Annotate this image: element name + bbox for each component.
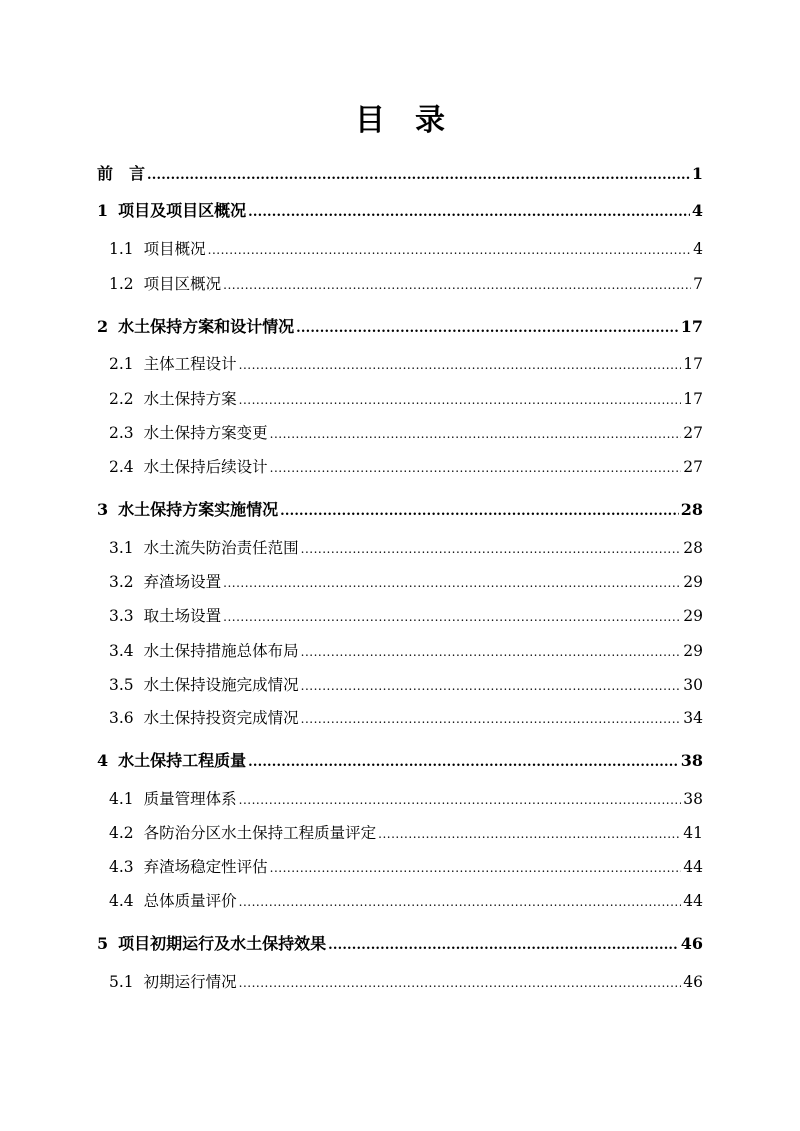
toc-entry-page: 38 <box>683 790 703 808</box>
toc-entry-page: 1 <box>691 164 703 183</box>
toc-entry-number: 4.1 <box>109 790 134 808</box>
toc-entry-number: 3.5 <box>109 676 134 694</box>
toc-entry-label: 水土保持工程质量 <box>118 751 247 770</box>
toc-entry-label: 初期运行情况 <box>143 973 237 991</box>
dot-leader <box>301 640 682 664</box>
dot-leader <box>301 537 682 561</box>
toc-entry-page: 30 <box>683 676 703 694</box>
toc-entry-number: 4.2 <box>109 824 134 842</box>
toc-entry-label: 取土场设置 <box>143 607 222 625</box>
toc-entry-number: 1 <box>97 201 109 220</box>
toc-chapter-entry[interactable] <box>97 315 703 339</box>
toc-entry-page: 17 <box>683 390 703 408</box>
dot-leader <box>378 822 681 846</box>
dot-leader <box>301 707 682 731</box>
toc-entry-page: 34 <box>683 709 703 727</box>
toc-section-entry[interactable] <box>109 352 703 376</box>
toc-entry-page: 46 <box>680 934 703 953</box>
toc-entry-label: 各防治分区水土保持工程质量评定 <box>143 824 377 842</box>
toc-section-entry[interactable] <box>109 272 703 296</box>
toc-entry-page: 7 <box>693 275 703 293</box>
toc-section-entry[interactable] <box>109 536 703 560</box>
toc-entry-label: 项目概况 <box>143 240 206 258</box>
toc-entry-number: 2 <box>97 317 109 336</box>
dot-leader <box>223 605 681 629</box>
toc-entry-page: 27 <box>683 424 703 442</box>
dot-leader <box>301 674 682 698</box>
dot-leader <box>223 571 681 595</box>
dot-leader <box>239 788 682 812</box>
dot-leader <box>296 317 679 341</box>
toc-entry-label: 水土保持措施总体布局 <box>143 642 299 660</box>
toc-entry-label: 质量管理体系 <box>143 790 237 808</box>
toc-section-entry[interactable] <box>109 706 703 730</box>
toc-entry-page: 29 <box>683 607 703 625</box>
toc-entry-label: 水土保持设施完成情况 <box>143 676 299 694</box>
toc-section-entry[interactable] <box>109 237 703 261</box>
dot-leader <box>208 238 691 262</box>
title-char-left: 目 <box>355 103 385 138</box>
toc-entry-label: 项目区概况 <box>143 275 222 293</box>
toc-entry-page: 29 <box>683 573 703 591</box>
toc-entry-number: 2.2 <box>109 390 134 408</box>
toc-entry-number: 1.2 <box>109 275 134 293</box>
toc-entry-number: 5 <box>97 934 109 953</box>
toc-section-entry[interactable] <box>109 821 703 845</box>
toc-section-entry[interactable] <box>109 421 703 445</box>
dot-leader <box>280 500 679 524</box>
toc-entry-number: 2.3 <box>109 424 134 442</box>
dot-leader <box>270 456 682 480</box>
toc-entry-label: 主体工程设计 <box>143 355 237 373</box>
page-title <box>0 95 800 139</box>
toc-entry-number: 3.2 <box>109 573 134 591</box>
toc-section-entry[interactable] <box>109 673 703 697</box>
toc-entry-number: 3.3 <box>109 607 134 625</box>
toc-entry-number: 2.4 <box>109 458 134 476</box>
toc-entry-label: 项目初期运行及水土保持效果 <box>118 934 327 953</box>
toc-entry-number: 5.1 <box>109 973 134 991</box>
toc-entry-label: 水土保持方案实施情况 <box>118 500 279 519</box>
toc-entry-page: 44 <box>683 892 703 910</box>
toc-entry-number: 3.1 <box>109 539 134 557</box>
toc-chapter-entry[interactable] <box>97 162 703 186</box>
toc-entry-label: 水土保持方案 <box>143 390 237 408</box>
toc-section-entry[interactable] <box>109 889 703 913</box>
toc-section-entry[interactable] <box>109 970 703 994</box>
toc-entry-label: 水土保持方案变更 <box>143 424 268 442</box>
title-char-right: 录 <box>415 103 445 138</box>
toc-entry-label: 水土保持后续设计 <box>143 458 268 476</box>
toc-section-entry[interactable] <box>109 604 703 628</box>
toc-entry-page: 44 <box>683 858 703 876</box>
toc-entry-page: 17 <box>683 355 703 373</box>
dot-leader <box>248 751 679 775</box>
toc-entry-label: 水土保持方案和设计情况 <box>118 317 295 336</box>
toc-entry-label: 前 言 <box>97 164 146 183</box>
toc-entry-label: 弃渣场稳定性评估 <box>143 858 268 876</box>
toc-entry-page: 29 <box>683 642 703 660</box>
toc-entry-page: 28 <box>680 500 703 519</box>
toc-entry-page: 41 <box>683 824 703 842</box>
toc-entry-page: 4 <box>691 201 703 220</box>
toc-entry-page: 46 <box>683 973 703 991</box>
toc-entry-label: 水土流失防治责任范围 <box>143 539 299 557</box>
toc-entry-page: 38 <box>680 751 703 770</box>
dot-leader <box>248 201 690 225</box>
dot-leader <box>270 422 682 446</box>
toc-entry-number: 4 <box>97 751 109 770</box>
toc-entry-number: 1.1 <box>109 240 134 258</box>
dot-leader <box>328 934 679 958</box>
toc-section-entry[interactable] <box>109 855 703 879</box>
dot-leader <box>239 890 682 914</box>
toc-entry-label: 总体质量评价 <box>143 892 237 910</box>
toc-entry-number: 3.6 <box>109 709 134 727</box>
toc-entry-label: 水土保持投资完成情况 <box>143 709 299 727</box>
toc-chapter-entry[interactable] <box>97 498 703 522</box>
toc-entry-page: 4 <box>693 240 703 258</box>
toc-chapter-entry[interactable] <box>97 199 703 223</box>
toc-entry-number: 4.3 <box>109 858 134 876</box>
toc-chapter-entry[interactable] <box>97 932 703 956</box>
dot-leader <box>239 353 682 377</box>
toc-entry-number: 3.4 <box>109 642 134 660</box>
toc-entry-number: 4.4 <box>109 892 134 910</box>
dot-leader <box>239 971 682 995</box>
toc-entry-number: 3 <box>97 500 109 519</box>
toc-section-entry[interactable] <box>109 639 703 663</box>
toc-entry-number: 2.1 <box>109 355 134 373</box>
toc-section-entry[interactable] <box>109 787 703 811</box>
toc-entry-label: 弃渣场设置 <box>143 573 222 591</box>
dot-leader <box>270 856 682 880</box>
toc-entry-page: 27 <box>683 458 703 476</box>
dot-leader <box>239 388 682 412</box>
toc-section-entry[interactable] <box>109 387 703 411</box>
toc-section-entry[interactable] <box>109 455 703 479</box>
dot-leader <box>147 164 690 188</box>
dot-leader <box>223 273 691 297</box>
toc-entry-page: 28 <box>683 539 703 557</box>
toc-entry-page: 17 <box>680 317 703 336</box>
toc-entry-label: 项目及项目区概况 <box>118 201 247 220</box>
toc-chapter-entry[interactable] <box>97 749 703 773</box>
toc-section-entry[interactable] <box>109 570 703 594</box>
